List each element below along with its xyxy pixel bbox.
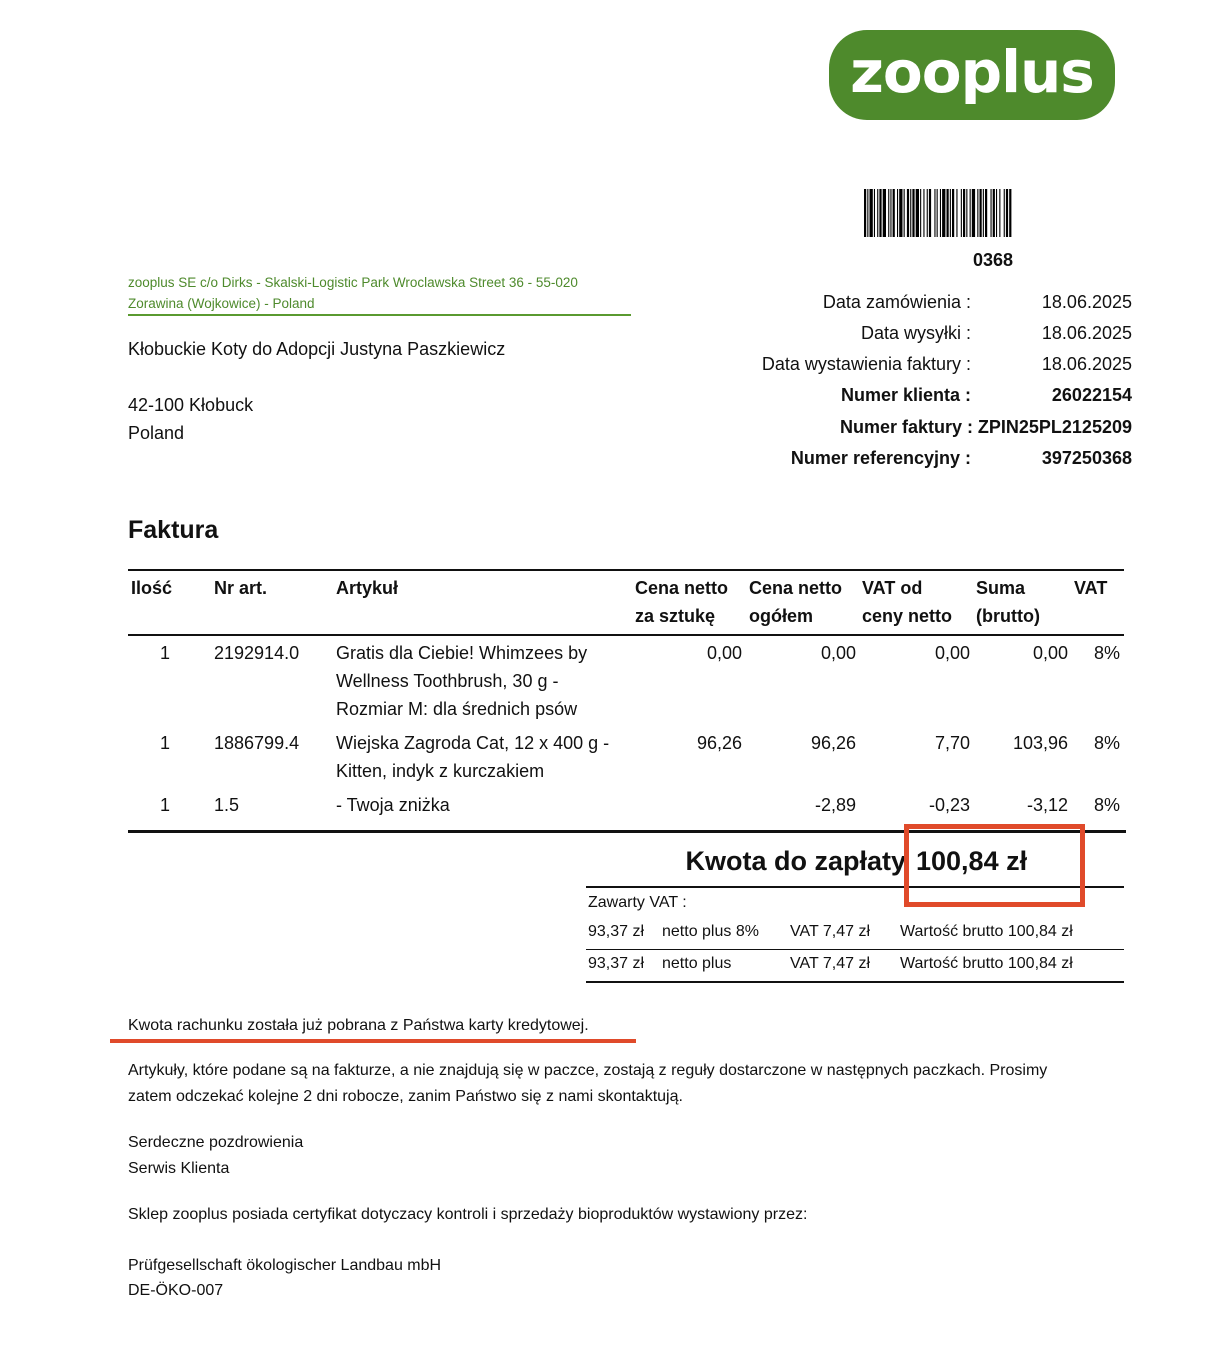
vat-net: 93,37 zł: [588, 923, 645, 940]
meta-value: 18.06.2025: [1041, 323, 1132, 343]
cell-gross: 103,96: [1012, 733, 1068, 753]
vat-amount: VAT 7,47 zł: [790, 923, 871, 940]
cell-unit-net: 0,00: [706, 643, 742, 663]
vat-desc: netto plus 8%: [662, 923, 759, 940]
header-gross-2: (brutto): [976, 606, 1040, 626]
barcode-bar: [950, 189, 951, 237]
cell-qty: 1: [160, 795, 171, 815]
invoice-title: Faktura: [128, 516, 219, 544]
meta-value: 397250368: [1041, 448, 1132, 468]
barcode-bar: [867, 189, 868, 237]
vat-included-label: Zawarty VAT :: [588, 894, 687, 911]
barcode-bar: [942, 189, 945, 237]
cell-item-line: Kitten, indyk z kurczakiem: [336, 761, 545, 781]
certifying-body: [128, 1253, 1108, 1303]
cell-art-no: 2192914.0: [214, 643, 300, 663]
vat-gross: Wartość brutto 100,84 zł: [900, 955, 1073, 972]
cert-org: Prüfgesellschaft ökologischer Landbau mbH: [128, 1257, 442, 1274]
cell-vat-amount: -0,23: [928, 795, 970, 815]
certificate-note: Sklep zooplus posiada certyfikat dotyczacy kontroli i sprzedaży bioproduktów wystawiony przez:: [128, 1206, 808, 1223]
cell-art-no: 1886799.4: [214, 733, 300, 753]
barcode-bar: [999, 189, 1000, 237]
cell-art-no: 1.5: [214, 795, 240, 815]
barcode-bar: [883, 189, 886, 237]
barcode-bar: [952, 189, 954, 237]
sender-line-1: zooplus SE c/o Dirks - Skalski-Logistic Park Wroclawska Street 36 - 55-020: [128, 275, 578, 290]
meta-reference-number: [700, 448, 1132, 472]
amount-due-label: Kwota do zapłaty: [685, 846, 906, 876]
header-art-no: Nr art.: [214, 578, 268, 598]
header-unit-net-1: Cena netto: [635, 578, 729, 598]
barcode-bar: [929, 189, 931, 237]
cell-qty: 1: [160, 733, 171, 753]
barcode-bar: [991, 189, 992, 237]
cell-item-line: Rozmiar M: dla średnich psów: [336, 699, 578, 719]
barcode-bar: [888, 189, 889, 237]
barcode-bar: [897, 189, 898, 237]
barcode-bar: [1004, 189, 1005, 237]
table-header-rule: [128, 634, 1124, 636]
barcode-bar: [920, 189, 921, 237]
cell-vat-rate: 8%: [1093, 733, 1120, 753]
note-line: Artykuły, które podane są na fakturze, a nie znajdują się w paczce, zostają z reguły dostarczone w następnych paczkach. Prosimy: [128, 1062, 1048, 1079]
barcode-bar: [983, 189, 984, 237]
barcode-bar: [1006, 189, 1008, 237]
barcode-bar: [893, 189, 895, 237]
sender-line-2: Zorawina (Wojkowice) - Poland: [128, 296, 315, 311]
cell-vat-amount: 7,70: [934, 733, 970, 753]
barcode-bar: [899, 189, 902, 237]
barcode-bar: [980, 189, 982, 237]
cell-gross: -3,12: [1026, 795, 1068, 815]
zooplus-logo: [829, 30, 1115, 120]
amount-highlight-box: [904, 824, 1085, 907]
barcode-bar: [996, 189, 997, 237]
barcode-bar: [972, 189, 975, 237]
meta-label: Numer faktury :: [839, 417, 973, 437]
cell-unit-net: 96,26: [696, 733, 742, 753]
barcode-bar: [963, 189, 965, 237]
barcode-bar: [937, 189, 938, 237]
table-top-rule: [128, 569, 1124, 571]
payment-charged-note: Kwota rachunku została już pobrana z Państwa karty kredytowej.: [128, 1017, 589, 1034]
cell-item-line: Wiejska Zagroda Cat, 12 x 400 g -: [336, 733, 610, 753]
barcode-bar: [910, 189, 911, 237]
sender-divider: [128, 314, 631, 316]
meta-invoice-number: [700, 417, 1132, 441]
barcode-bar: [934, 189, 935, 237]
meta-label: Data zamówienia :: [822, 292, 971, 312]
barcode-bar: [923, 189, 924, 237]
recipient-name: Kłobuckie Koty do Adopcji Justyna Paszkiewicz: [128, 339, 506, 359]
cell-vat-amount: 0,00: [934, 643, 970, 663]
meta-order-date: [700, 292, 1132, 316]
header-gross-1: Suma: [976, 578, 1026, 598]
meta-label: Data wystawienia faktury :: [761, 354, 971, 374]
missing-items-note: [128, 1058, 1108, 1110]
underline-annotation: [110, 1039, 636, 1043]
meta-value: 18.06.2025: [1041, 292, 1132, 312]
barcode-number: 0368: [972, 250, 1014, 270]
vat-amount: VAT 7,47 zł: [790, 955, 871, 972]
greeting-line: Serdeczne pozdrowienia: [128, 1134, 304, 1151]
logo-text: zooplus: [850, 38, 1094, 106]
barcode-bar: [874, 189, 875, 237]
meta-value: 26022154: [1051, 385, 1132, 405]
barcode-bar: [927, 189, 928, 237]
meta-label: Numer referencyjny :: [790, 448, 971, 468]
cell-item-line: Wellness Toothbrush, 30 g -: [336, 671, 559, 691]
cell-total-net: -2,89: [814, 795, 856, 815]
vat-gross: Wartość brutto 100,84 zł: [900, 923, 1073, 940]
barcode-bar: [966, 189, 967, 237]
barcode-bar: [907, 189, 909, 237]
header-vat-rate: VAT: [1074, 578, 1108, 598]
vat-bottom-rule: [586, 981, 1124, 983]
recipient-city: 42-100 Kłobuck: [128, 395, 254, 415]
barcode-bar: [890, 189, 891, 237]
barcode-bar: [864, 189, 866, 237]
header-vat-amount-1: VAT od: [862, 578, 923, 598]
vat-net: 93,37 zł: [588, 955, 645, 972]
cell-gross: 0,00: [1032, 643, 1068, 663]
meta-label: Numer klienta :: [840, 385, 971, 405]
meta-value: ZPIN25PL2125209: [977, 417, 1132, 437]
barcode-bar: [961, 189, 962, 237]
note-line: zatem odczekać kolejne 2 dni robocze, zanim Państwo się z nami skontaktują.: [128, 1088, 683, 1105]
vat-desc: netto plus: [662, 955, 732, 972]
header-qty: Ilość: [131, 578, 173, 598]
greeting: [128, 1130, 1108, 1182]
barcode-bar: [940, 189, 941, 237]
barcode-bar: [912, 189, 914, 237]
cell-vat-rate: 8%: [1093, 643, 1120, 663]
signature-line: Serwis Klienta: [128, 1160, 230, 1177]
barcode-bar: [1009, 189, 1011, 237]
barcode-bar: [993, 189, 995, 237]
barcode-bar: [916, 189, 919, 237]
header-vat-amount-2: ceny netto: [862, 606, 953, 626]
header-total-net-2: ogółem: [749, 606, 814, 626]
barcode-bar: [977, 189, 978, 237]
barcode: [864, 189, 1122, 237]
vat-row-divider: [586, 949, 1124, 950]
header-unit-net-2: za sztukę: [635, 606, 716, 626]
barcode-bar: [870, 189, 873, 237]
cell-total-net: 0,00: [820, 643, 856, 663]
meta-label: Data wysyłki :: [860, 323, 971, 343]
barcode-bar: [970, 189, 971, 237]
barcode-bar: [904, 189, 905, 237]
header-total-net-1: Cena netto: [749, 578, 843, 598]
cell-item-line: Gratis dla Ciebie! Whimzees by: [336, 643, 588, 663]
cell-total-net: 96,26: [810, 733, 856, 753]
barcode-bar: [947, 189, 949, 237]
header-item: Artykuł: [336, 578, 399, 598]
barcode-bar: [879, 189, 881, 237]
cell-vat-rate: 8%: [1093, 795, 1120, 815]
cell-item-line: - Twoja zniżka: [336, 795, 450, 815]
cert-code: DE-ÖKO-007: [128, 1282, 224, 1299]
cell-qty: 1: [160, 643, 171, 663]
meta-ship-date: [700, 323, 1132, 347]
meta-invoice-date: [700, 354, 1132, 378]
recipient-country: Poland: [128, 423, 185, 443]
meta-value: 18.06.2025: [1041, 354, 1132, 374]
meta-customer-number: [700, 385, 1132, 409]
sender-address: [128, 272, 630, 314]
barcode-bar: [956, 189, 957, 237]
barcode-bar: [985, 189, 987, 237]
amount-due-value: 100,84 zł: [916, 846, 1028, 876]
barcode-bar: [877, 189, 878, 237]
